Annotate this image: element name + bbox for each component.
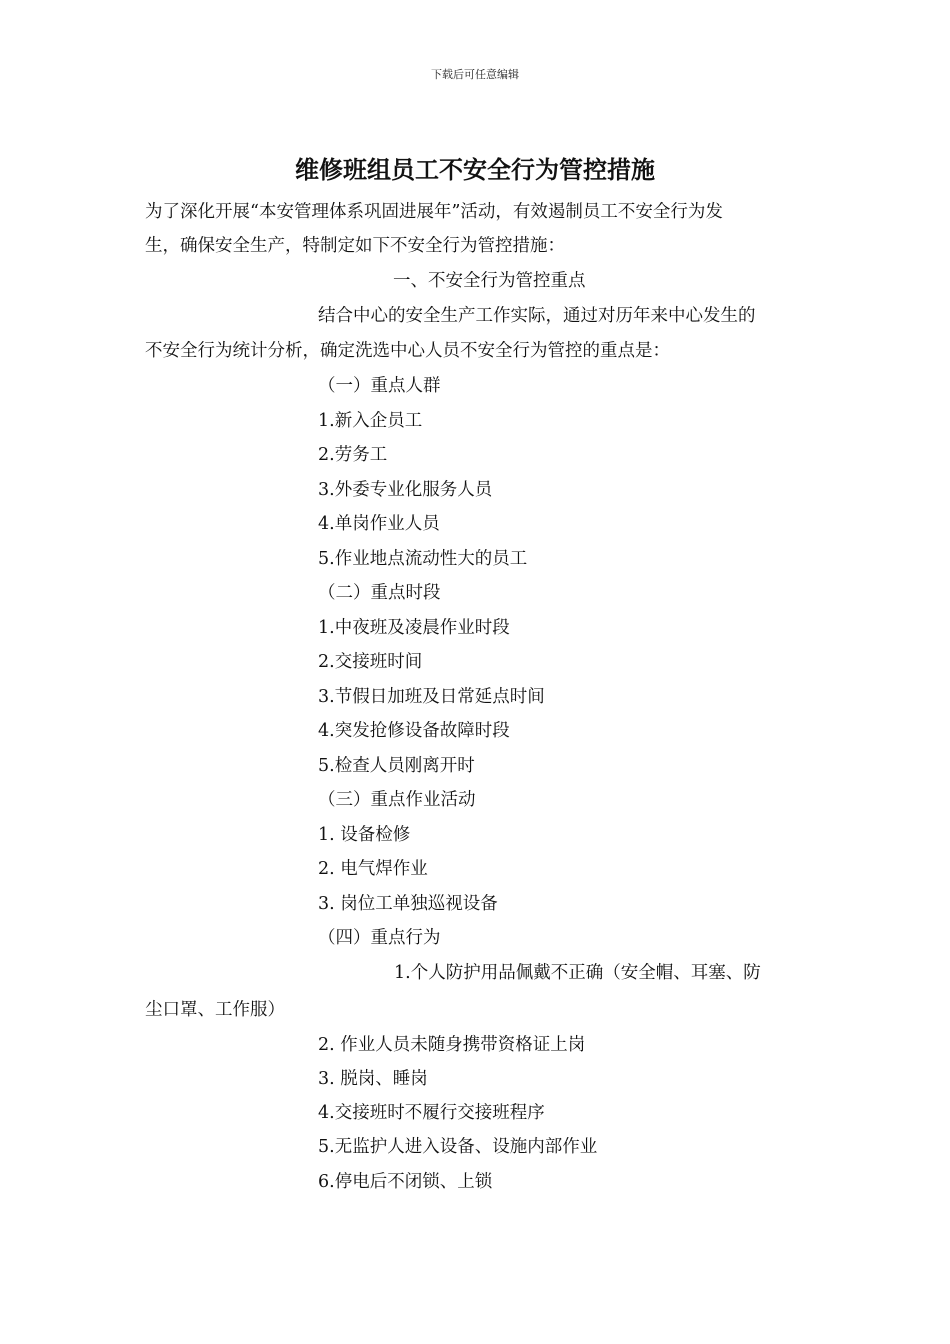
list-item: 2.劳务工 <box>318 445 388 465</box>
list-item: 3.节假日加班及日常延点时间 <box>318 687 545 707</box>
list-item: 2.交接班时间 <box>318 652 423 672</box>
group-heading-key-periods: （二）重点时段 <box>318 583 441 603</box>
list-item: 5.检查人员刚离开时 <box>318 756 475 776</box>
list-item: 3. 岗位工单独巡视设备 <box>318 894 498 914</box>
intro-line-1: 为了深化开展“本安管理体系巩固进展年”活动，有效遏制员工不安全行为发 <box>145 202 723 222</box>
list-item: 3.外委专业化服务人员 <box>318 480 493 500</box>
list-item: 2. 作业人员未随身携带资格证上岗 <box>318 1035 586 1055</box>
group-heading-key-behaviors: （四）重点行为 <box>318 928 441 948</box>
list-item: 4.交接班时不履行交接班程序 <box>318 1103 545 1123</box>
list-item: 3. 脱岗、睡岗 <box>318 1069 428 1089</box>
section-heading: 一、不安全行为管控重点 <box>393 271 586 291</box>
list-item: 4.突发抢修设备故障时段 <box>318 721 510 741</box>
list-item: 6.停电后不闭锁、上锁 <box>318 1172 493 1192</box>
list-item: 5.无监护人进入设备、设施内部作业 <box>318 1137 598 1157</box>
group-heading-key-people: （一）重点人群 <box>318 376 441 396</box>
list-item: 1. 设备检修 <box>318 825 411 845</box>
section-paragraph-line-2: 不安全行为统计分析，确定洗选中心人员不安全行为管控的重点是： <box>145 341 670 361</box>
group-heading-key-activities: （三）重点作业活动 <box>318 790 476 810</box>
header-note: 下载后可任意编辑 <box>431 68 519 81</box>
list-item: 1.中夜班及凌晨作业时段 <box>318 618 510 638</box>
intro-line-2: 生，确保安全生产，特制定如下不安全行为管控措施： <box>145 236 565 256</box>
list-item: 5.作业地点流动性大的员工 <box>318 549 528 569</box>
list-item-line-1: 1.个人防护用品佩戴不正确（安全帽、耳塞、防 <box>394 963 761 983</box>
list-item-line-2: 尘口罩、工作服） <box>145 1000 285 1020</box>
list-item: 1.新入企员工 <box>318 411 423 431</box>
list-item: 4.单岗作业人员 <box>318 514 440 534</box>
section-paragraph-line-1: 结合中心的安全生产工作实际，通过对历年来中心发生的 <box>318 306 756 326</box>
list-item: 2. 电气焊作业 <box>318 859 428 879</box>
document-title: 维修班组员工不安全行为管控措施 <box>295 156 655 184</box>
